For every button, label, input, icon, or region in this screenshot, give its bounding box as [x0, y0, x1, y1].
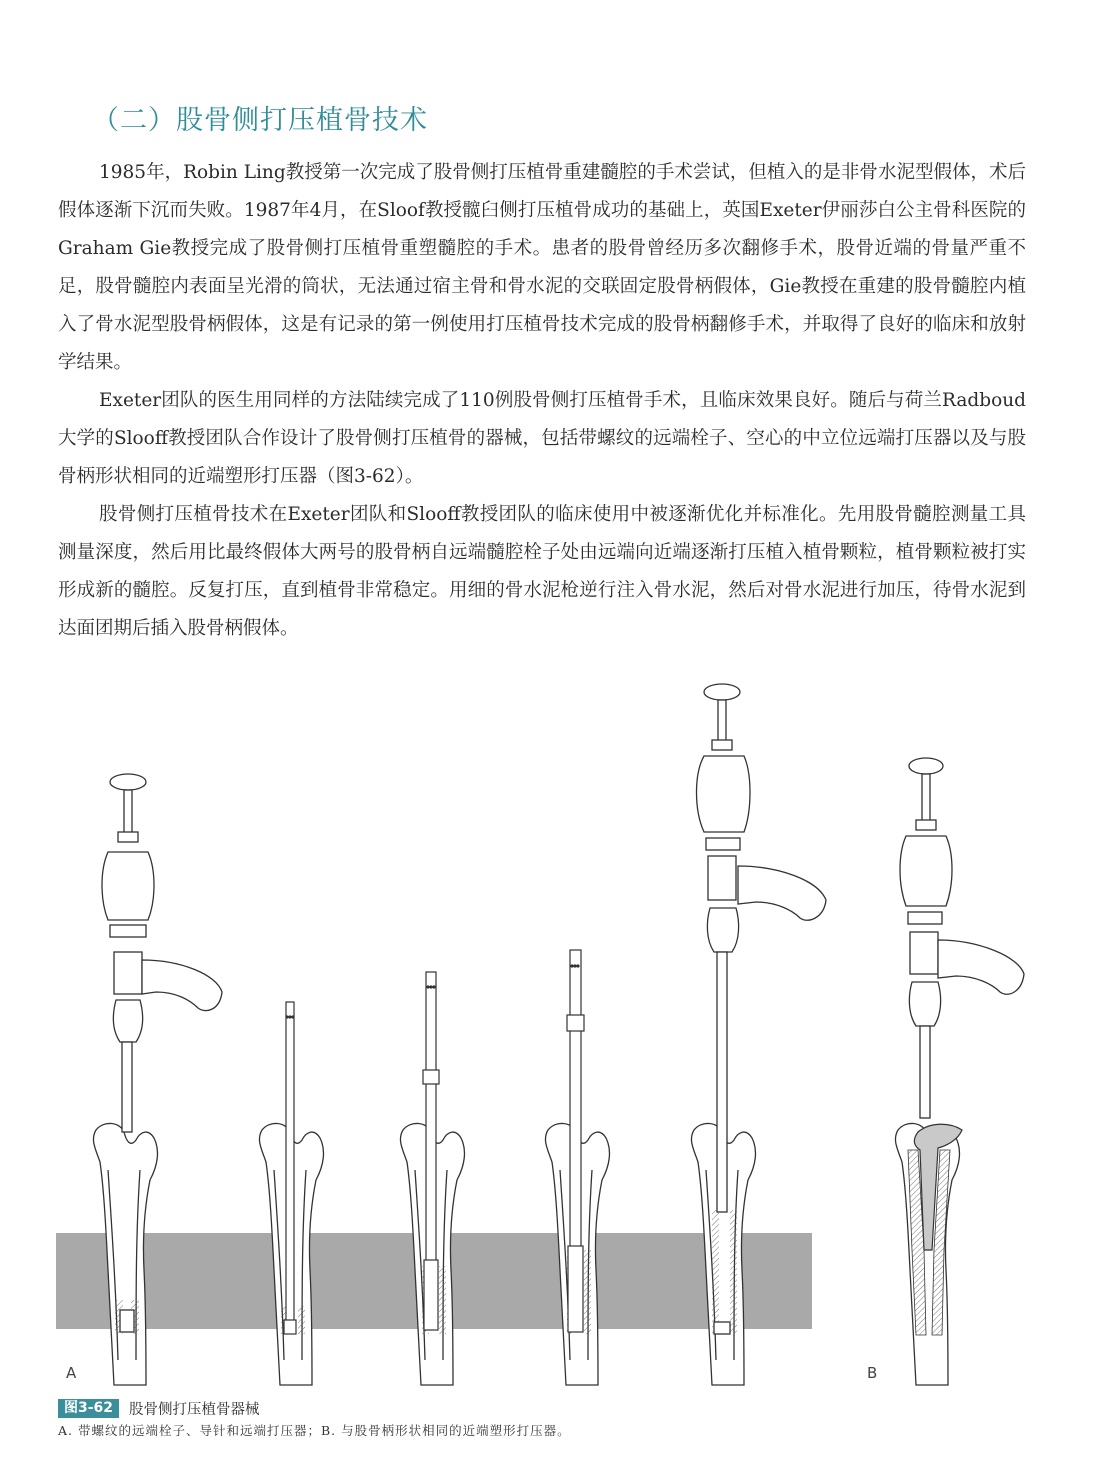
graft-5b [730, 1210, 737, 1334]
guide-rod-2 [284, 1002, 296, 1334]
graft-5 [712, 1210, 719, 1334]
paragraph-history: 1985年，Robin Ling教授第一次完成了股骨侧打压植骨重建髓腔的手术尝试，但植入的是非骨水泥型假体，术后假体逐渐下沉而失败。1987年4月，在Sloof教授髋臼侧打压植骨成功的基础上，英国Exeter伊丽莎白公主骨科医院的Graham Gie教授完成了股骨侧打压植骨重塑髓腔的手术。患者的股骨曾经历多次翻修手术，股骨近端的骨量严重不足，股骨髓腔内表面呈光滑的筒状，无法通过宿主骨和骨水泥的交联固定股骨柄假体，Gie教授在重建的股骨髓腔内植入了骨水泥型股骨柄假体，这是有记录的第一例使用打压植骨技术完成的股骨柄翻修手术，并取得了良好的临床和放射学结果。 [58, 162, 1026, 373]
graft-2b [298, 1306, 305, 1334]
impaction-gun-b [900, 758, 1024, 1118]
graft-3b [439, 1266, 446, 1334]
tamper-4 [567, 950, 584, 1332]
panel-label-b: B [867, 1364, 878, 1382]
panel-label-a: A [66, 1364, 77, 1382]
graft-4b [584, 1250, 591, 1334]
figure-caption [58, 1398, 260, 1418]
figure-number-badge: 图3-62 [58, 1399, 119, 1418]
figure-title: 股骨侧打压植骨器械 [129, 1401, 260, 1418]
section-heading: （二）股骨侧打压植骨技术 [92, 105, 428, 136]
paragraph-instruments: Exeter团队的医生用同样的方法陆续完成了110例股骨侧打压植骨手术，且临床效果良好。随后与荷兰Radboud大学的Slooff教授团队合作设计了股骨侧打压植骨的器械，包括带螺纹的远端栓子、空心的中立位远端打压器以及与股骨柄形状相同的近端塑形打压器（图3-62）。 [58, 390, 1026, 487]
figure-note: A. 带螺纹的远端栓子、导针和远端打压器；B. 与股骨柄形状相同的近端塑形打压器。 [58, 1423, 571, 1438]
paragraph-technique: 股骨侧打压植骨技术在Exeter团队和Slooff教授团队的临床使用中被逐渐优化并标准化。先用股骨髓腔测量工具测量深度，然后用比最终假体大两号的股骨柄自远端髓腔栓子处由远端向近端逐渐打压植入植骨颗粒，植骨颗粒被打实形成新的髓腔。反复打压，直到植骨非常稳定。用细的骨水泥枪逆行注入骨水泥，然后对骨水泥进行加压，待骨水泥到达面团期后插入股骨柄假体。 [58, 504, 1026, 639]
figure-illustration [0, 670, 1117, 1400]
